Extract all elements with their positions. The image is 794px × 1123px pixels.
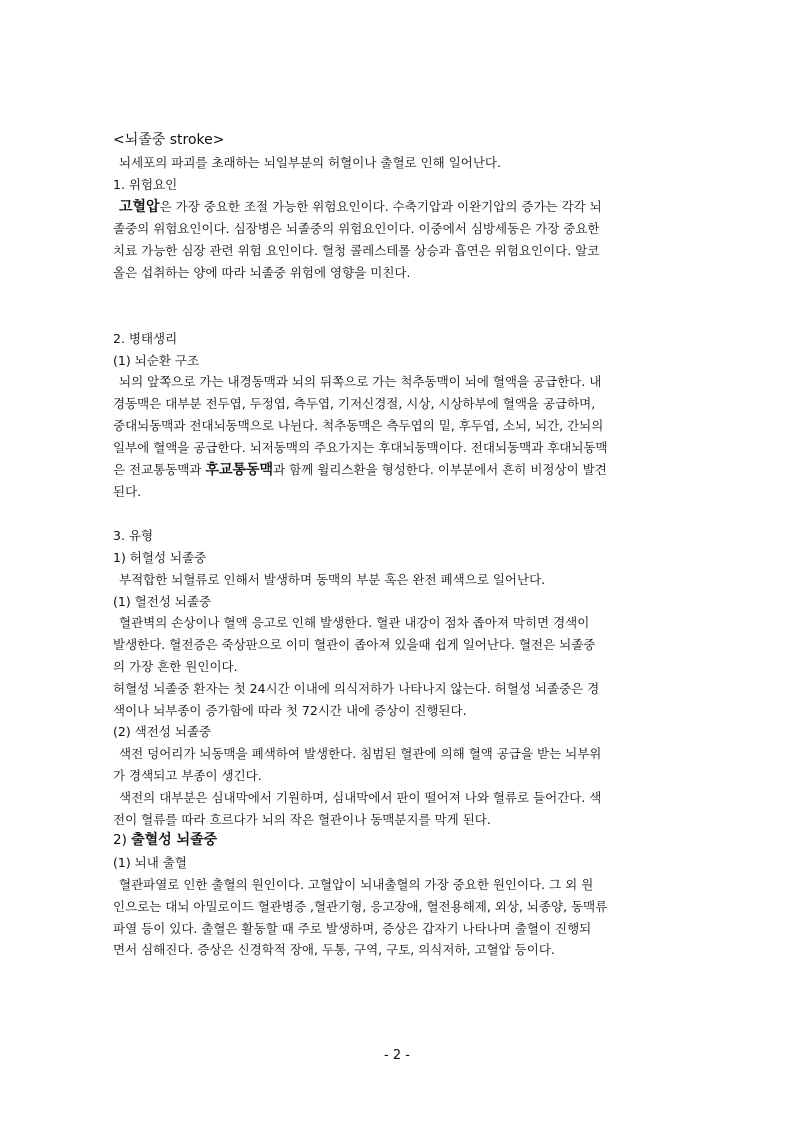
section-1-paragraph-line: 올은 섭취하는 양에 따라 뇌졸중 위험에 영향을 미친다. — [113, 264, 411, 280]
paragraph-line: 혈관벽의 손상이나 혈액 응고로 인해 발생한다. 혈관 내강이 점차 좁아져 막히면 경색이 — [119, 615, 590, 631]
subsection-heading: 1) 허혈성 뇌졸중 — [113, 549, 207, 565]
paragraph-line: 파열 등이 있다. 출혈은 활동할 때 주로 발생하며, 증상은 갑자기 나타나며 출혈이 진행되 — [113, 920, 592, 936]
page-number: - 2 - — [384, 1048, 410, 1063]
section-3-heading: 3. 유형 — [113, 528, 154, 544]
paragraph-line: 가 경색되고 부종이 생긴다. — [113, 767, 262, 783]
paragraph-line: 전이 혈류를 따라 흐르다가 뇌의 작은 혈관이나 동맥분지를 막게 된다. — [113, 811, 491, 827]
subsection-heading: (2) 색전성 뇌졸중 — [113, 724, 212, 740]
paragraph-line: 색전의 대부분은 심내막에서 기원하며, 심내막에서 판이 떨어져 나와 혈류로 들어간다. 색 — [119, 789, 602, 805]
paragraph-text: 은 전교통동맥과 — [113, 461, 206, 477]
paragraph-text: 과 함께 윌리스환을 형성한다. 이부분에서 흔히 비정상이 발견 — [273, 461, 607, 477]
subsection-heading — [113, 830, 685, 852]
highlight-term: 출혈성 뇌졸중 — [131, 832, 218, 849]
spacer — [113, 284, 685, 328]
heading-number: 2) — [113, 832, 132, 849]
document-body — [113, 128, 685, 961]
paragraph-line: 허혈성 뇌졸중 환자는 첫 24시간 이내에 의식저하가 나타나지 않는다. 허혈성 뇌졸중은 경 — [113, 680, 600, 696]
section-2-paragraph-line: 된다. — [113, 484, 142, 500]
subsection-heading: (1) 뇌내 출혈 — [113, 855, 187, 871]
section-2-paragraph-line — [113, 459, 685, 482]
subsection-heading: (1) 뇌순환 구조 — [113, 352, 200, 368]
document-title: <뇌졸중 stroke> — [113, 132, 225, 148]
paragraph-line: 색이나 뇌부종이 증가함에 따라 첫 72시간 내에 증상이 진행된다. — [113, 702, 467, 718]
paragraph-line: 인으로는 대뇌 아밀로이드 혈관병증 ,혈관기형, 응고장애, 혈전용해제, 외상, 뇌종양, 동맥류 — [113, 898, 608, 914]
section-1-paragraph-line — [113, 196, 685, 219]
subsection-heading: (1) 혈전성 뇌졸중 — [113, 593, 212, 609]
paragraph-line: 부적합한 뇌혈류로 인해서 발생하며 동맥의 부분 혹은 완전 폐색으로 일어난다. — [119, 571, 546, 587]
paragraph-text: 은 가장 중요한 조절 가능한 위험요인이다. 수축기압과 이완기압의 증가는 각각 뇌 — [159, 198, 602, 214]
section-1-heading: 1. 위험요인 — [113, 176, 178, 192]
section-1-paragraph-line: 치료 가능한 심장 관련 위험 요인이다. 혈청 콜레스테롤 상승과 흡연은 위험요인이다. 알코 — [113, 243, 600, 259]
section-2-heading: 2. 병태생리 — [113, 330, 178, 346]
section-2-paragraph-line: 뇌의 앞쪽으로 가는 내경동맥과 뇌의 뒤쪽으로 가는 척추동맥이 뇌에 혈액을 공급한다. 내 — [119, 374, 602, 390]
intro-text: 뇌세포의 파괴를 초래하는 뇌일부분의 허혈이나 출혈로 인해 일어난다. — [119, 155, 501, 170]
paragraph-line: 의 가장 흔한 원인이다. — [113, 658, 238, 674]
paragraph-line: 색전 덩어리가 뇌동맥을 폐색하여 발생한다. 침범된 혈관에 의해 혈액 공급을 받는 뇌부위 — [119, 746, 602, 762]
highlight-term: 고혈압 — [119, 198, 160, 215]
paragraph-line: 발생한다. 혈전증은 죽상판으로 이미 혈관이 좁아져 있을때 쉽게 일어난다. 혈전은 뇌졸중 — [113, 637, 596, 653]
section-1-paragraph-line: 졸중의 위험요인이다. 심장병은 뇌졸중의 위험요인이다. 이중에서 심방세동은 가장 중요한 — [113, 221, 600, 237]
paragraph-line: 혈관파열로 인한 출혈의 원인이다. 고혈압이 뇌내출혈의 가장 중요한 원인이다. 그 외 원 — [119, 876, 594, 892]
section-2-paragraph-line: 일부에 혈액을 공급한다. 뇌저동맥의 주요가지는 후대뇌동맥이다. 전대뇌동맥과 후대뇌동맥 — [113, 439, 608, 455]
paragraph-line: 면서 심해진다. 증상은 신경학적 장애, 두통, 구역, 구토, 의식저하, 고혈압 등이다. — [113, 942, 555, 958]
section-2-paragraph-line: 중대뇌동맥과 전대뇌동맥으로 나뉜다. 척추동맥은 측두엽의 밑, 후두엽, 소뇌, 뇌간, 간뇌의 — [113, 417, 604, 433]
highlight-term: 후교통동맥 — [205, 461, 274, 478]
spacer — [113, 503, 685, 525]
section-2-paragraph-line: 경동맥은 대부분 전두엽, 두정엽, 측두엽, 기저신경절, 시상, 시상하부에 혈액을 공급하며, — [113, 396, 596, 412]
